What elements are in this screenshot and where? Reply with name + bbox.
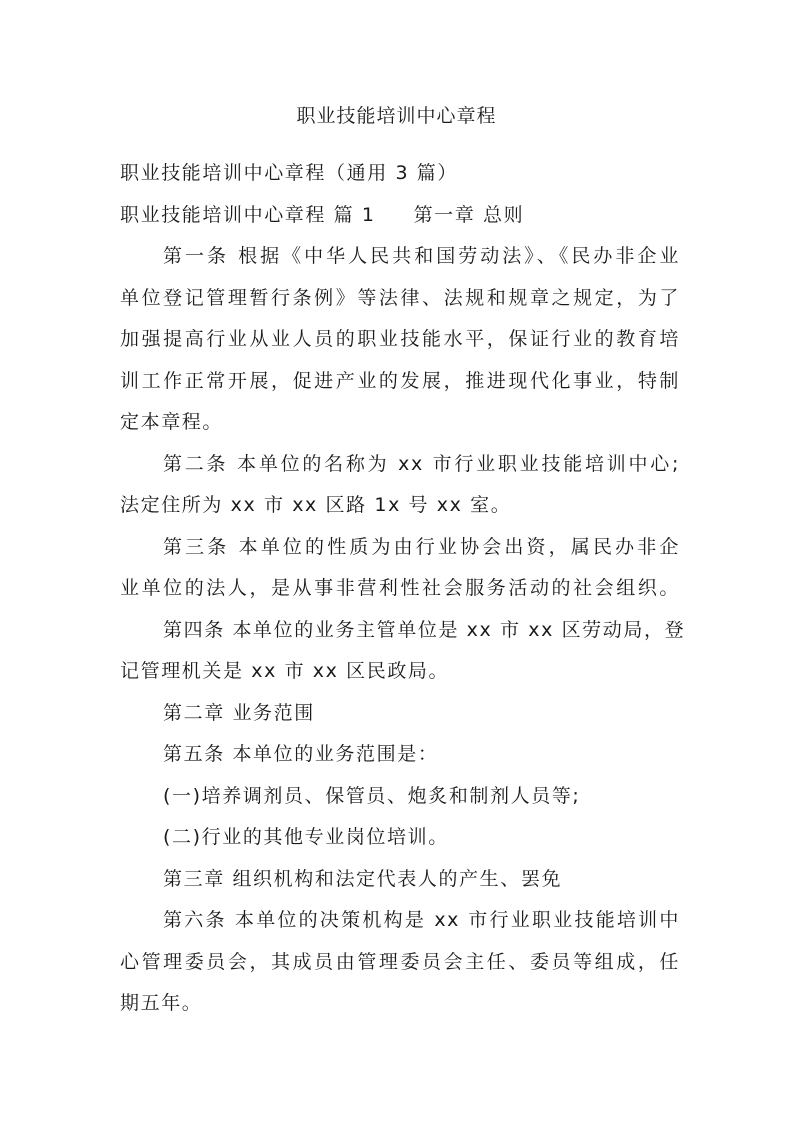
list-item: (二)行业的其他专业岗位培训。 [163, 826, 449, 848]
paragraph-line: 第四条 本单位的业务主管单位是 xx 市 xx 区劳动局，登 [163, 619, 686, 641]
chapter-heading: 第三章 组织机构和法定代表人的产生、罢免 [163, 868, 563, 890]
paragraph-line: 第三条 本单位的性质为由行业协会出资，属民办非企 [163, 536, 680, 558]
paragraph-line: 第六条 本单位的决策机构是 xx 市行业职业技能培训中 [163, 909, 680, 931]
paragraph-line: 业单位的法人，是从事非营利性社会服务活动的社会组织。 [120, 577, 680, 599]
paragraph-line: 心管理委员会，其成员由管理委员会主任、委员等组成，任 [120, 951, 680, 973]
paragraph-line: 单位登记管理暂行条例》等法律、法规和规章之规定，为了 [120, 287, 680, 309]
chapter-heading: 第一章 总则 [413, 204, 525, 226]
paragraph-line: 记管理机关是 xx 市 xx 区民政局。 [120, 660, 450, 682]
document-subtitle: 职业技能培训中心章程（通用 3 篇） [120, 162, 458, 184]
paragraph-line: 法定住所为 xx 市 xx 区路 1x 号 xx 室。 [120, 494, 512, 516]
list-item: (一)培养调剂员、保管员、炮炙和制剂人员等; [163, 785, 581, 807]
part-heading: 职业技能培训中心章程 篇 1 [120, 204, 376, 226]
paragraph-line: 训工作正常开展，促进产业的发展，推进现代化事业，特制 [120, 370, 680, 392]
paragraph-line: 第二条 本单位的名称为 xx 市行业职业技能培训中心; [163, 453, 680, 475]
paragraph-line: 第五条 本单位的业务范围是： [163, 743, 439, 765]
paragraph-line: 第一条 根据《中华人民共和国劳动法》、《民办非企业 [163, 245, 680, 267]
section-heading [120, 199, 680, 231]
document-title: 职业技能培训中心章程 [296, 105, 497, 127]
paragraph-line: 定本章程。 [120, 411, 224, 433]
paragraph-line: 加强提高行业从业人员的职业技能水平，保证行业的教育培 [120, 328, 680, 350]
paragraph-line: 期五年。 [120, 992, 203, 1014]
chapter-heading: 第二章 业务范围 [163, 702, 315, 724]
